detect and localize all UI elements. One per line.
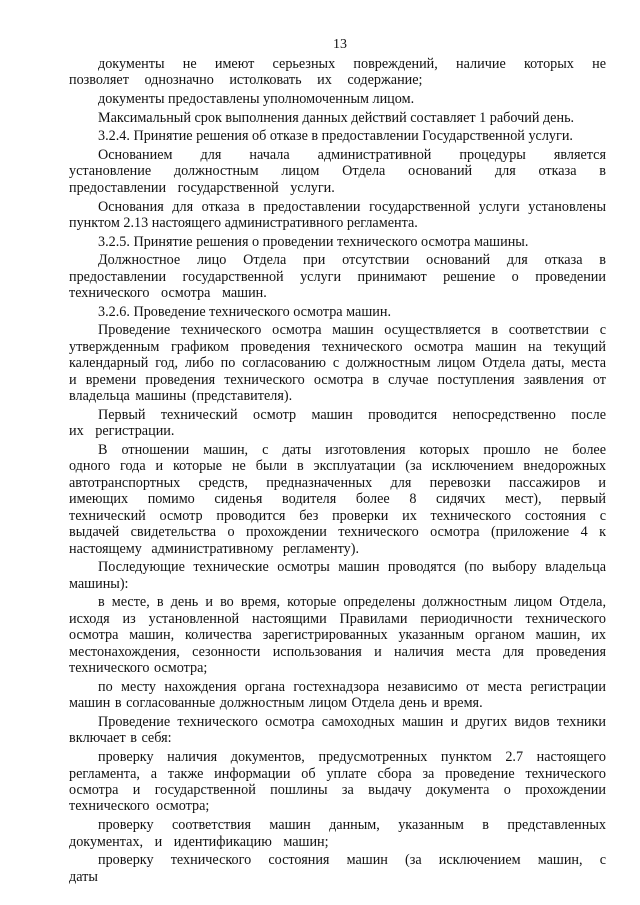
page-number: 13 bbox=[333, 37, 347, 52]
paragraph-documents-authorized: документы предоставлены уполномоченным лицом. bbox=[98, 91, 415, 108]
paragraph-documents-no-damage: документы не имеют серьезных повреждений, наличие которых не позволяет однозначно истолковать их содержание; bbox=[69, 56, 606, 89]
paragraph-section-3-2-6: 3.2.6. Проведение технического осмотра машин. bbox=[98, 303, 391, 320]
paragraph-grounds-start: Основанием для начала административной процедуры является установление должностным лицом Отдела оснований для отказа в предоставлении государственной услуги. bbox=[69, 147, 606, 196]
paragraph-check-compliance: проверку соответствия машин данным, указанным в представленных документах, и идентификацию машин; bbox=[69, 817, 606, 850]
paragraph-section-3-2-5: 3.2.5. Принятие решения о проведении технического осмотра машины. bbox=[98, 233, 529, 250]
paragraph-max-duration: Максимальный срок выполнения данных действий составляет 1 рабочий день. bbox=[98, 109, 575, 126]
paragraph-grounds-refusal: Основания для отказа в предоставлении государственной услуги установлены пунктом 2.13 настоящего административного регламента. bbox=[69, 198, 606, 232]
paragraph-check-condition: проверку технического состояния машин (за исключением машин, с даты bbox=[69, 852, 606, 885]
paragraph-place-day-time: в месте, в день и во время, которые определены должностным лицом Отдела, исходя из установленной настоящими Правилами периодичности технического осмотра машин, количества зарегистрированных указанным органом машин, их местонахождения, сезонности использования и наличия места для проведения технического осмотра; bbox=[69, 594, 606, 677]
document-body bbox=[69, 56, 606, 885]
paragraph-inspection-schedule: Проведение технического осмотра машин осуществляется в соответствии с утвержденным графиком проведения технического осмотра машин на текущий календарный год, либо по согласованию с должностным лицом Отдела даты, места и времени проведения технического осмотра в случае поступления заявления от владельца машины (представителя). bbox=[69, 322, 606, 405]
paragraph-official-decision: Должностное лицо Отдела при отсутствии оснований для отказа в предоставлении государственной услуги принимают решение о проведении технического осмотра машин. bbox=[69, 252, 606, 302]
paragraph-first-inspection: Первый технический осмотр машин проводится непосредственно после их регистрации. bbox=[69, 406, 606, 440]
paragraph-authority-location: по месту нахождения органа гостехнадзора независимо от места регистрации машин в согласованные должностным лицом Отдела день и время. bbox=[69, 678, 606, 712]
paragraph-new-machines: В отношении машин, с даты изготовления которых прошло не более одного года и которые не были в эксплуатации (за исключением внедорожных автотранспортных средств, предназначенных для перевозки пассажиров и имеющих помимо сиденья водителя более 8 сидячих мест), первый технический осмотр проводится без проверки их технического состояния с выдачей свидетельства о прохождении технического осмотра (приложение 4 к настоящему административному регламенту). bbox=[69, 442, 606, 557]
paragraph-subsequent-inspections: Последующие технические осмотры машин проводятся (по выбору владельца машины): bbox=[69, 559, 606, 592]
paragraph-inspection-includes: Проведение технического осмотра самоходных машин и других видов техники включает в себя: bbox=[69, 714, 606, 747]
paragraph-section-3-2-4: 3.2.4. Принятие решения об отказе в предоставлении Государственной услуги. bbox=[98, 128, 573, 145]
paragraph-check-documents: проверку наличия документов, предусмотренных пунктом 2.7 настоящего регламента, а также информации об уплате сбора за проведение технического осмотра и государственной пошлины за выдачу документа о прохождении технического осмотра; bbox=[69, 749, 606, 815]
